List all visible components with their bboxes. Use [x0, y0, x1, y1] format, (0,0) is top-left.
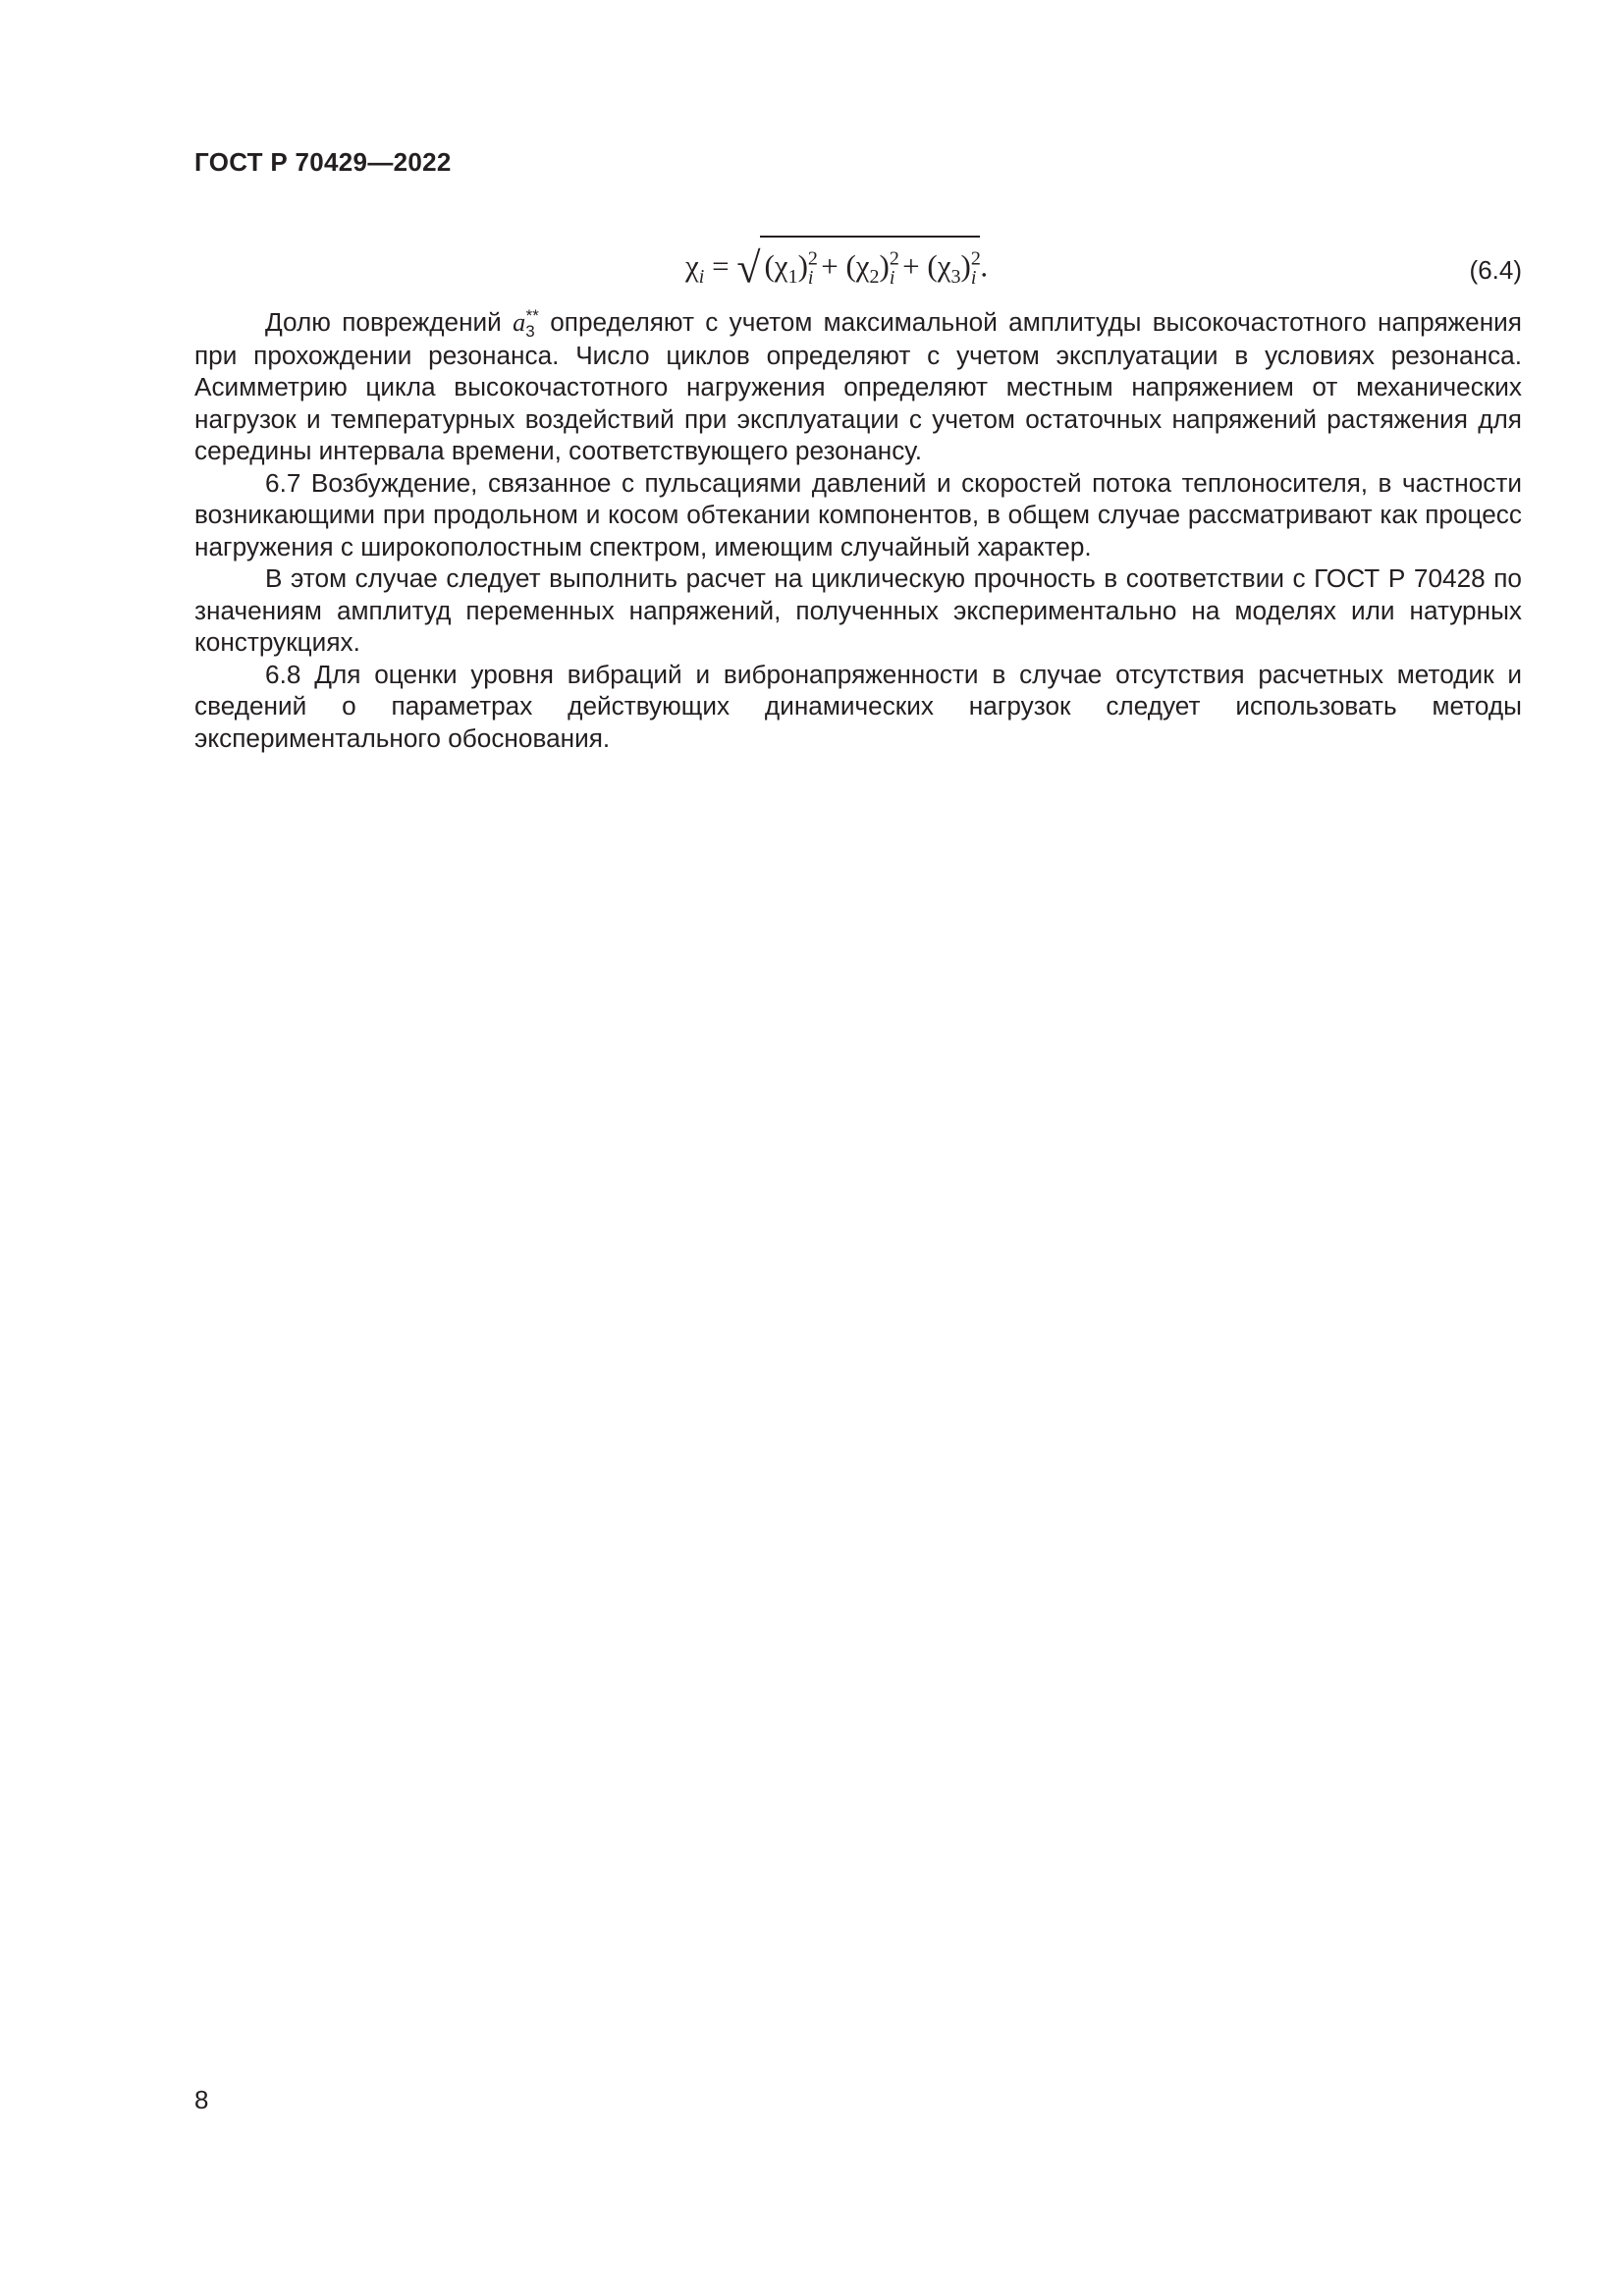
radicand	[760, 236, 980, 297]
term2-base: (χ	[845, 248, 870, 284]
formula-number: (6.4)	[1469, 255, 1522, 285]
p1-start: Долю повреждений	[265, 307, 514, 337]
term2-close: )	[879, 248, 890, 284]
term1-close: )	[797, 248, 808, 284]
document-code-header: ГОСТ Р 70429—2022	[194, 147, 452, 177]
term1-power: 2	[807, 248, 818, 270]
formula-term-3	[927, 248, 981, 289]
p1-variable: a	[513, 308, 526, 337]
term2-index: i	[889, 266, 895, 289]
formula-term-1	[764, 248, 818, 289]
paragraph-6-7: 6.7 Возбуждение, связанное с пульсациями давлений и скоростей потока теплоносителя, в частности возникающими при продольном и косом обтекании компонентов, в общем случае рассматривают как процесс нагружения с широкополостным спектром, имеющим случайный характер.	[194, 467, 1522, 561]
term3-sub: 3	[950, 266, 961, 289]
formula-lhs-index: i	[698, 266, 705, 289]
formula-plus-2: +	[902, 248, 920, 284]
formula-chi: χ	[685, 248, 699, 284]
term1-sub: 1	[787, 266, 798, 289]
formula-plus-1: +	[821, 248, 839, 284]
body-text	[194, 306, 1522, 754]
formula-row	[194, 236, 1522, 294]
paragraph-damage-share	[194, 306, 1522, 467]
term3-base: (χ	[927, 248, 951, 284]
term2-power: 2	[889, 248, 899, 270]
p1-variable-sub: 3	[525, 322, 535, 342]
term2-sub: 2	[869, 266, 880, 289]
term1-index: i	[807, 266, 814, 289]
term3-power: 2	[970, 248, 981, 270]
paragraph-cyclic-strength: В этом случае следует выполнить расчет на циклическую прочность в соответствии с ГОСТ Р 70428 по значениям амплитуд переменных напряжений, полученных экспериментально на моделях или натурных конструкциях.	[194, 563, 1522, 657]
p1-variable-sup: **	[525, 306, 539, 326]
term3-close: )	[960, 248, 971, 284]
paragraph-6-8: 6.8 Для оценки уровня вибраций и вибронапряженности в случае отсутствия расчетных методик и сведений о параметрах действующих динамических нагрузок следует использовать методы экспериментального обоснования.	[194, 659, 1522, 753]
page-number: 8	[194, 2085, 209, 2114]
p1-rest: определяют с учетом максимальной амплитуды высокочастотного напряжения при прохождении резонанса. Число циклов определяют с учетом эксплуатации в условиях резонанса. Асимметрию цикла высокочастотного нагружения определяют местным напряжением от механических нагрузок и температурных воздействий при эксплуатации с учетом остаточных напряжений растяжения для середины интервала времени, соответствующего резонансу.	[194, 307, 1522, 465]
formula-period: .	[980, 248, 989, 284]
formula-term-2	[845, 248, 899, 289]
term1-base: (χ	[764, 248, 788, 284]
term3-index: i	[970, 266, 977, 289]
formula-equals: =	[712, 248, 730, 284]
radical-sign: √	[736, 243, 761, 293]
formula-lhs	[685, 248, 705, 289]
formula-6-4	[685, 236, 988, 297]
